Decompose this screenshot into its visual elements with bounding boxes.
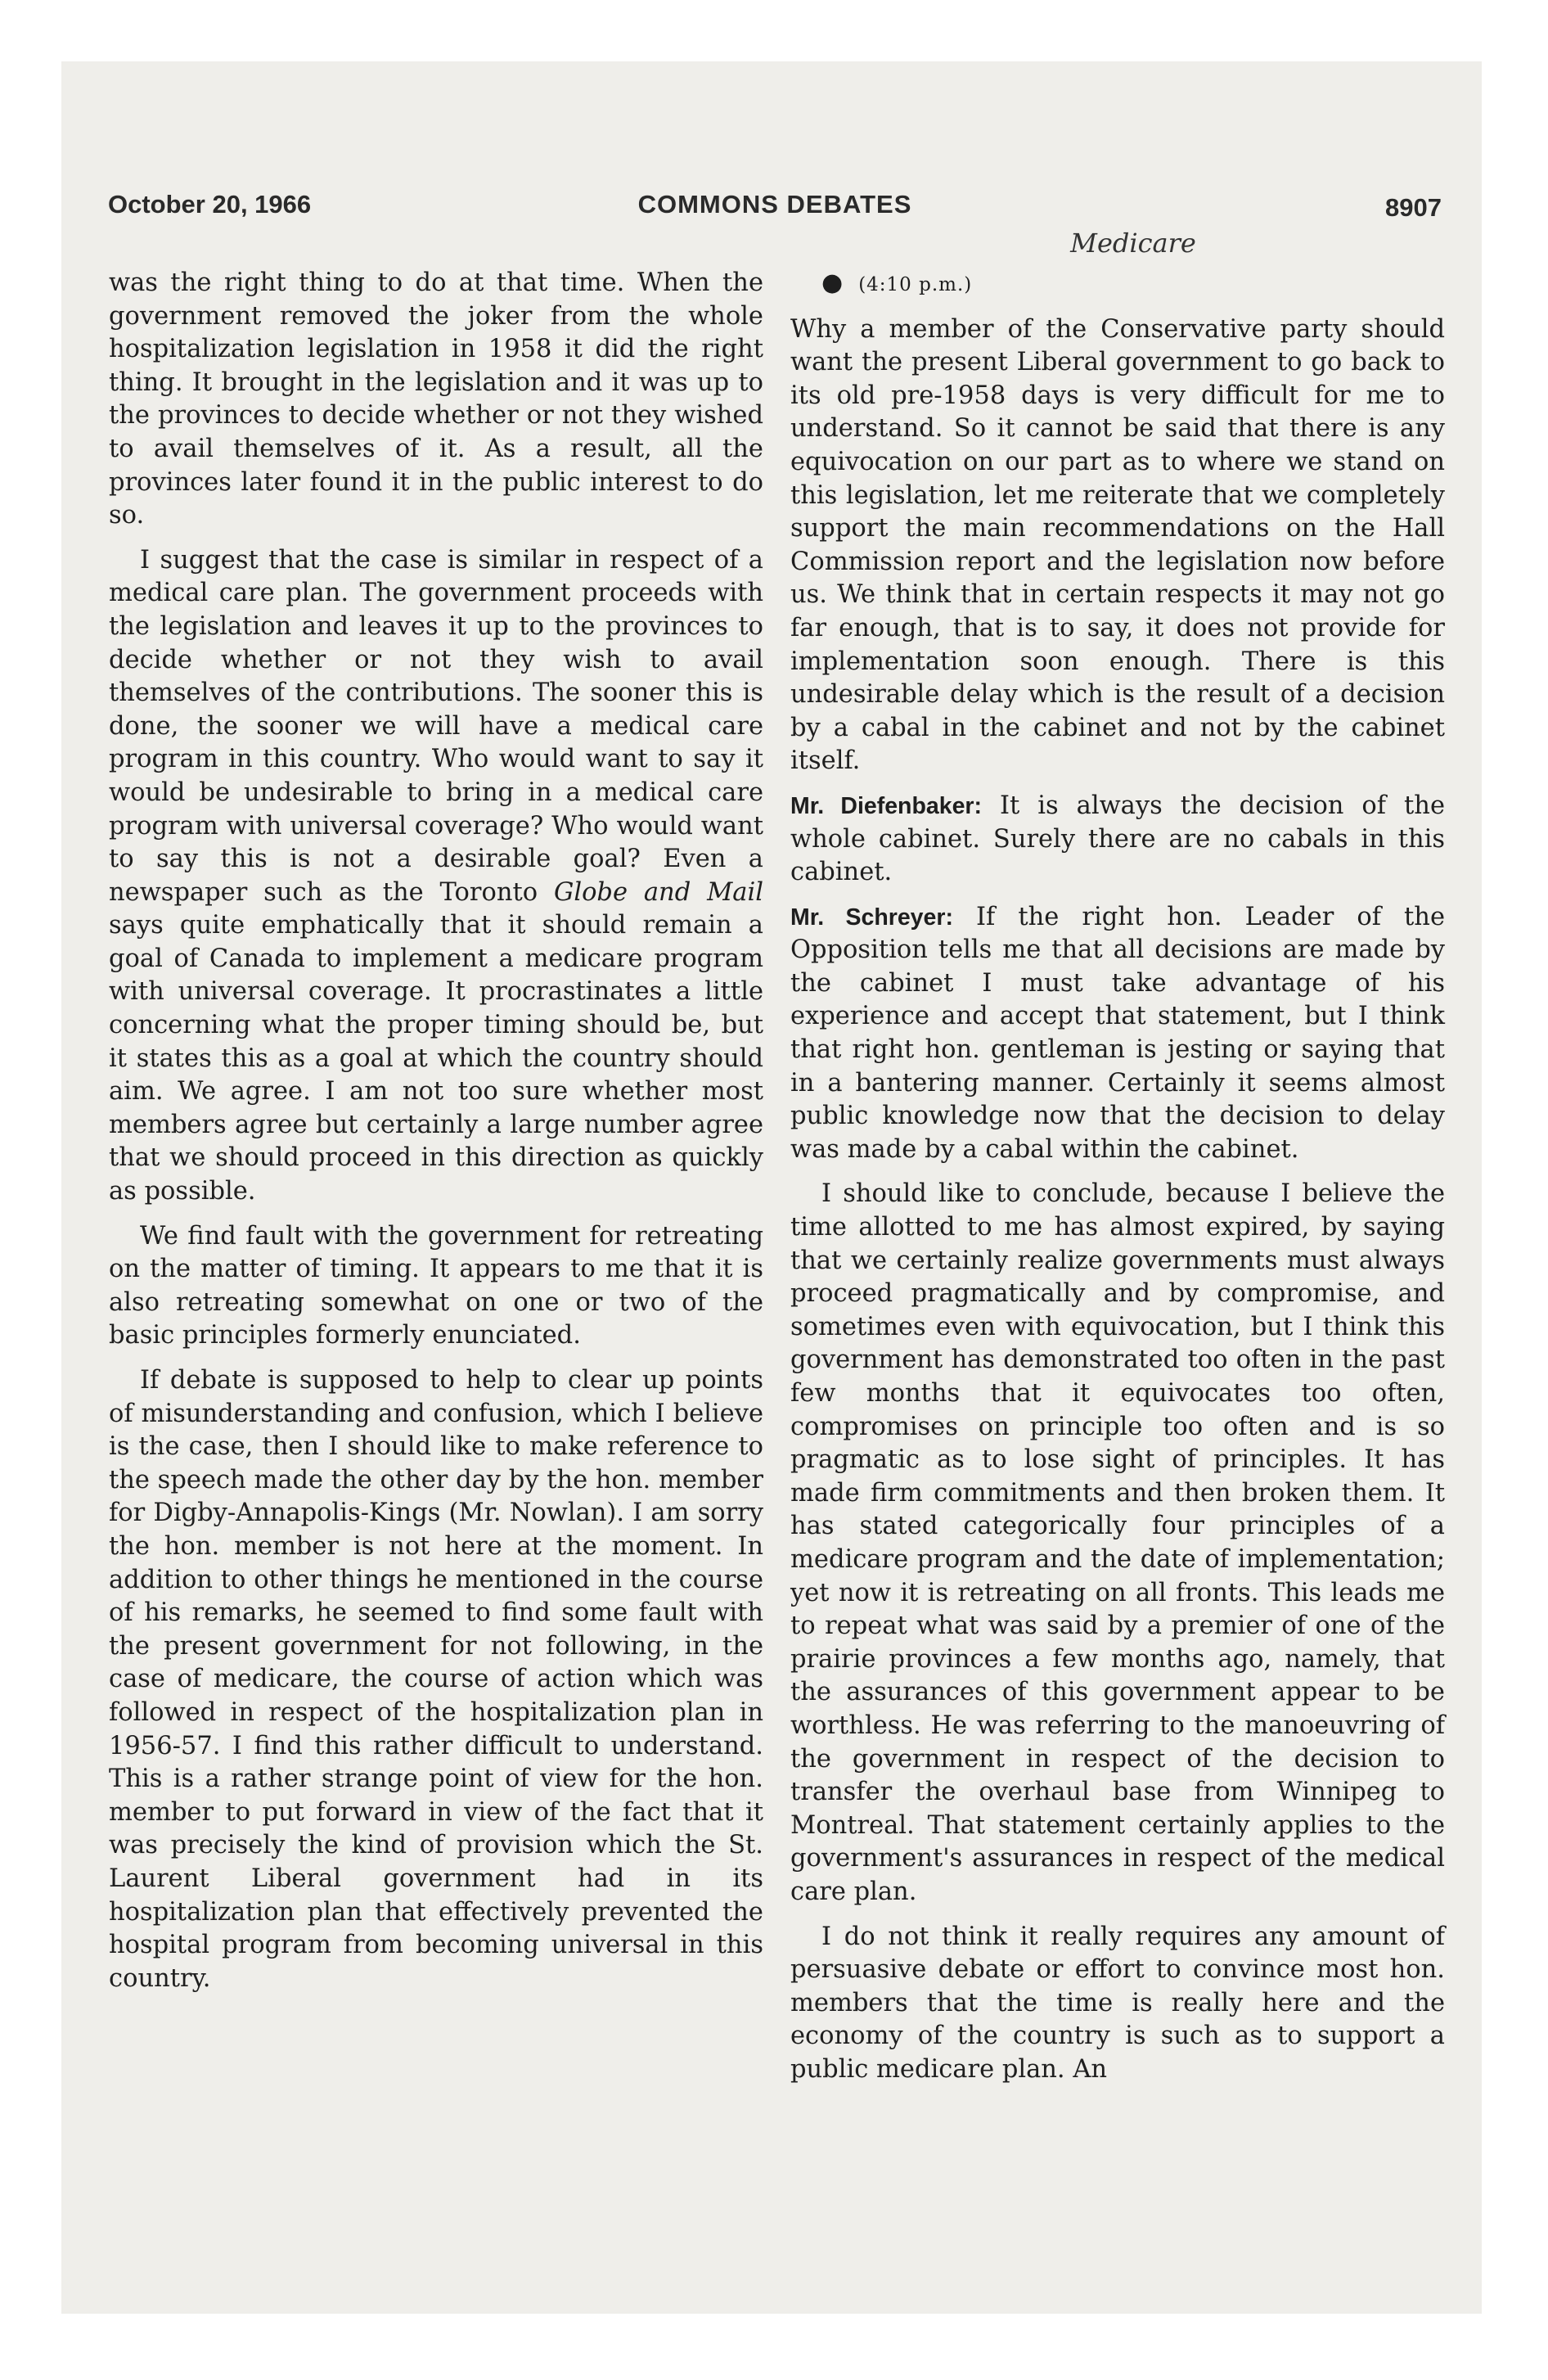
speaker-name: Mr. Diefenbaker: [790, 792, 983, 819]
left-column [109, 267, 763, 2007]
header-publication: COMMONS DEBATES [637, 190, 912, 219]
bullet-icon: ● [821, 268, 844, 297]
paragraph: I should like to conclude, because I believe the time allotted to me has almost expired, by saying that we certainly realize governments must always proceed pragmatically and by compromise, and sometimes even with equivocation, but I think this government has demonstrated too often in the past few months that it equivocates too often, compromises on principle too often and is so pragmatic as to lose sight of principles. It has made firm commitments and then broken them. It has stated categorically four principles of a medicare program and the date of implementation; yet now it is retreating on all fronts. This leads me to repeat what was said by a premier of one of the prairie provinces a few months ago, namely, that the assurances of this government appear to be worthless. He was referring to the manoeuvring of the government in respect of the decision to transfer the overhaul base from Winnipeg to Montreal. That statement certainly applies to the government's assurances in respect of the medical care plan. [790, 1179, 1445, 1906]
header-page-number: 8907 [1385, 193, 1442, 222]
paragraph: I do not think it really requires any amount of persuasive debate or effort to convince most hon. members that the time is really here and the economy of the country is such as to support a public medicare plan. An [790, 1922, 1445, 2084]
newspaper-title: Globe and Mail [553, 877, 763, 907]
text-run: If the right hon. Leader of the Opposition tells me that all decisions are made by the cabinet I must take advantage of his experience and accept that statement, but I think that right hon. gentleman is jesting or saying that in a bantering manner. Certainly it seems almost public knowledge now that the decision to delay was made by a cabal within the cabinet. [790, 902, 1445, 1164]
time-mark-text: (4:10 p.m.) [858, 274, 973, 295]
page-header [108, 190, 1442, 231]
section-topic: Medicare [1070, 228, 1196, 259]
paragraph: We find fault with the government for retreating on the matter of timing. It appears to me that it is also retreating somewhat on one or two of the basic principles formerly enunciated. [109, 1221, 763, 1350]
text-run: says quite emphatically that it should remain a goal of Canada to implement a medicare program with universal coverage. It procrastinates a little concerning what the proper timing should be, but it states this as a goal at which the country should aim. We agree. I am not too sure whether most members agree but certainly a large number agree that we should proceed in this direction as quickly as possible. [109, 911, 763, 1206]
paragraph [790, 790, 1445, 890]
text-run: It is always the decision of the whole cabinet. Surely there are no cabals in this cabinet. [790, 791, 1445, 887]
speaker-name: Mr. Schreyer: [790, 904, 953, 931]
paragraph: was the right thing to do at that time. When the government removed the joker from the whole hospitalization legislation in 1958 it did the right thing. It brought in the legislation and it was up to the provinces to decide whether or not they wished to avail themselves of it. As a result, all the provinces later found it in the public interest to do so. [109, 268, 763, 530]
paragraph [790, 901, 1445, 1167]
paragraph: Why a member of the Conservative party should want the present Liberal government to go back to its old pre-1958 days is very difficult for me to understand. So it cannot be said that there is any equivocation on our part as to where we stand on this legislation, let me reiterate that we completely support the main recommendations on the Hall Commission report and the legislation now before us. We think that in certain respects it may not go far enough, that is to say, it does not provide for implementation soon enough. There is this undesirable delay which is the result of a decision by a cabal in the cabinet and not by the cabinet itself. [790, 314, 1445, 776]
time-mark [790, 267, 1445, 302]
header-date: October 20, 1966 [108, 190, 312, 219]
text-run: I suggest that the case is similar in respect of a medical care plan. The government proceeds with the legislation and leaves it up to the provinces to decide whether or not they wish to avail themselves of the contributions. The sooner this is done, the sooner we will have a medical care program in this country. Who would want to say it would be undesirable to bring in a medical care program with universal coverage? Who would want to say this is not a desirable goal? Even a newspaper such as the Toronto [109, 545, 763, 907]
right-column [790, 267, 1445, 2098]
paragraph: If debate is supposed to help to clear up points of misunderstanding and confusion, which I believe is the case, then I should like to make reference to the speech made the other day by the hon. member for Digby-Annapolis-Kings (Mr. Nowlan). I am sorry the hon. member is not here at the moment. In addition to other things he mentioned in the course of his remarks, he seemed to find some fault with the present government for not following, in the case of medicare, the course of action which was followed in respect of the hospitalization plan in 1956-57. I find this rather difficult to understand. This is a rather strange point of view for the hon. member to put forward in view of the fact that it was precisely the kind of provision which the St. Laurent Liberal government had in its hospitalization plan that effectively prevented the hospital program from becoming universal in this country. [109, 1366, 763, 1993]
paragraph [109, 544, 763, 1209]
